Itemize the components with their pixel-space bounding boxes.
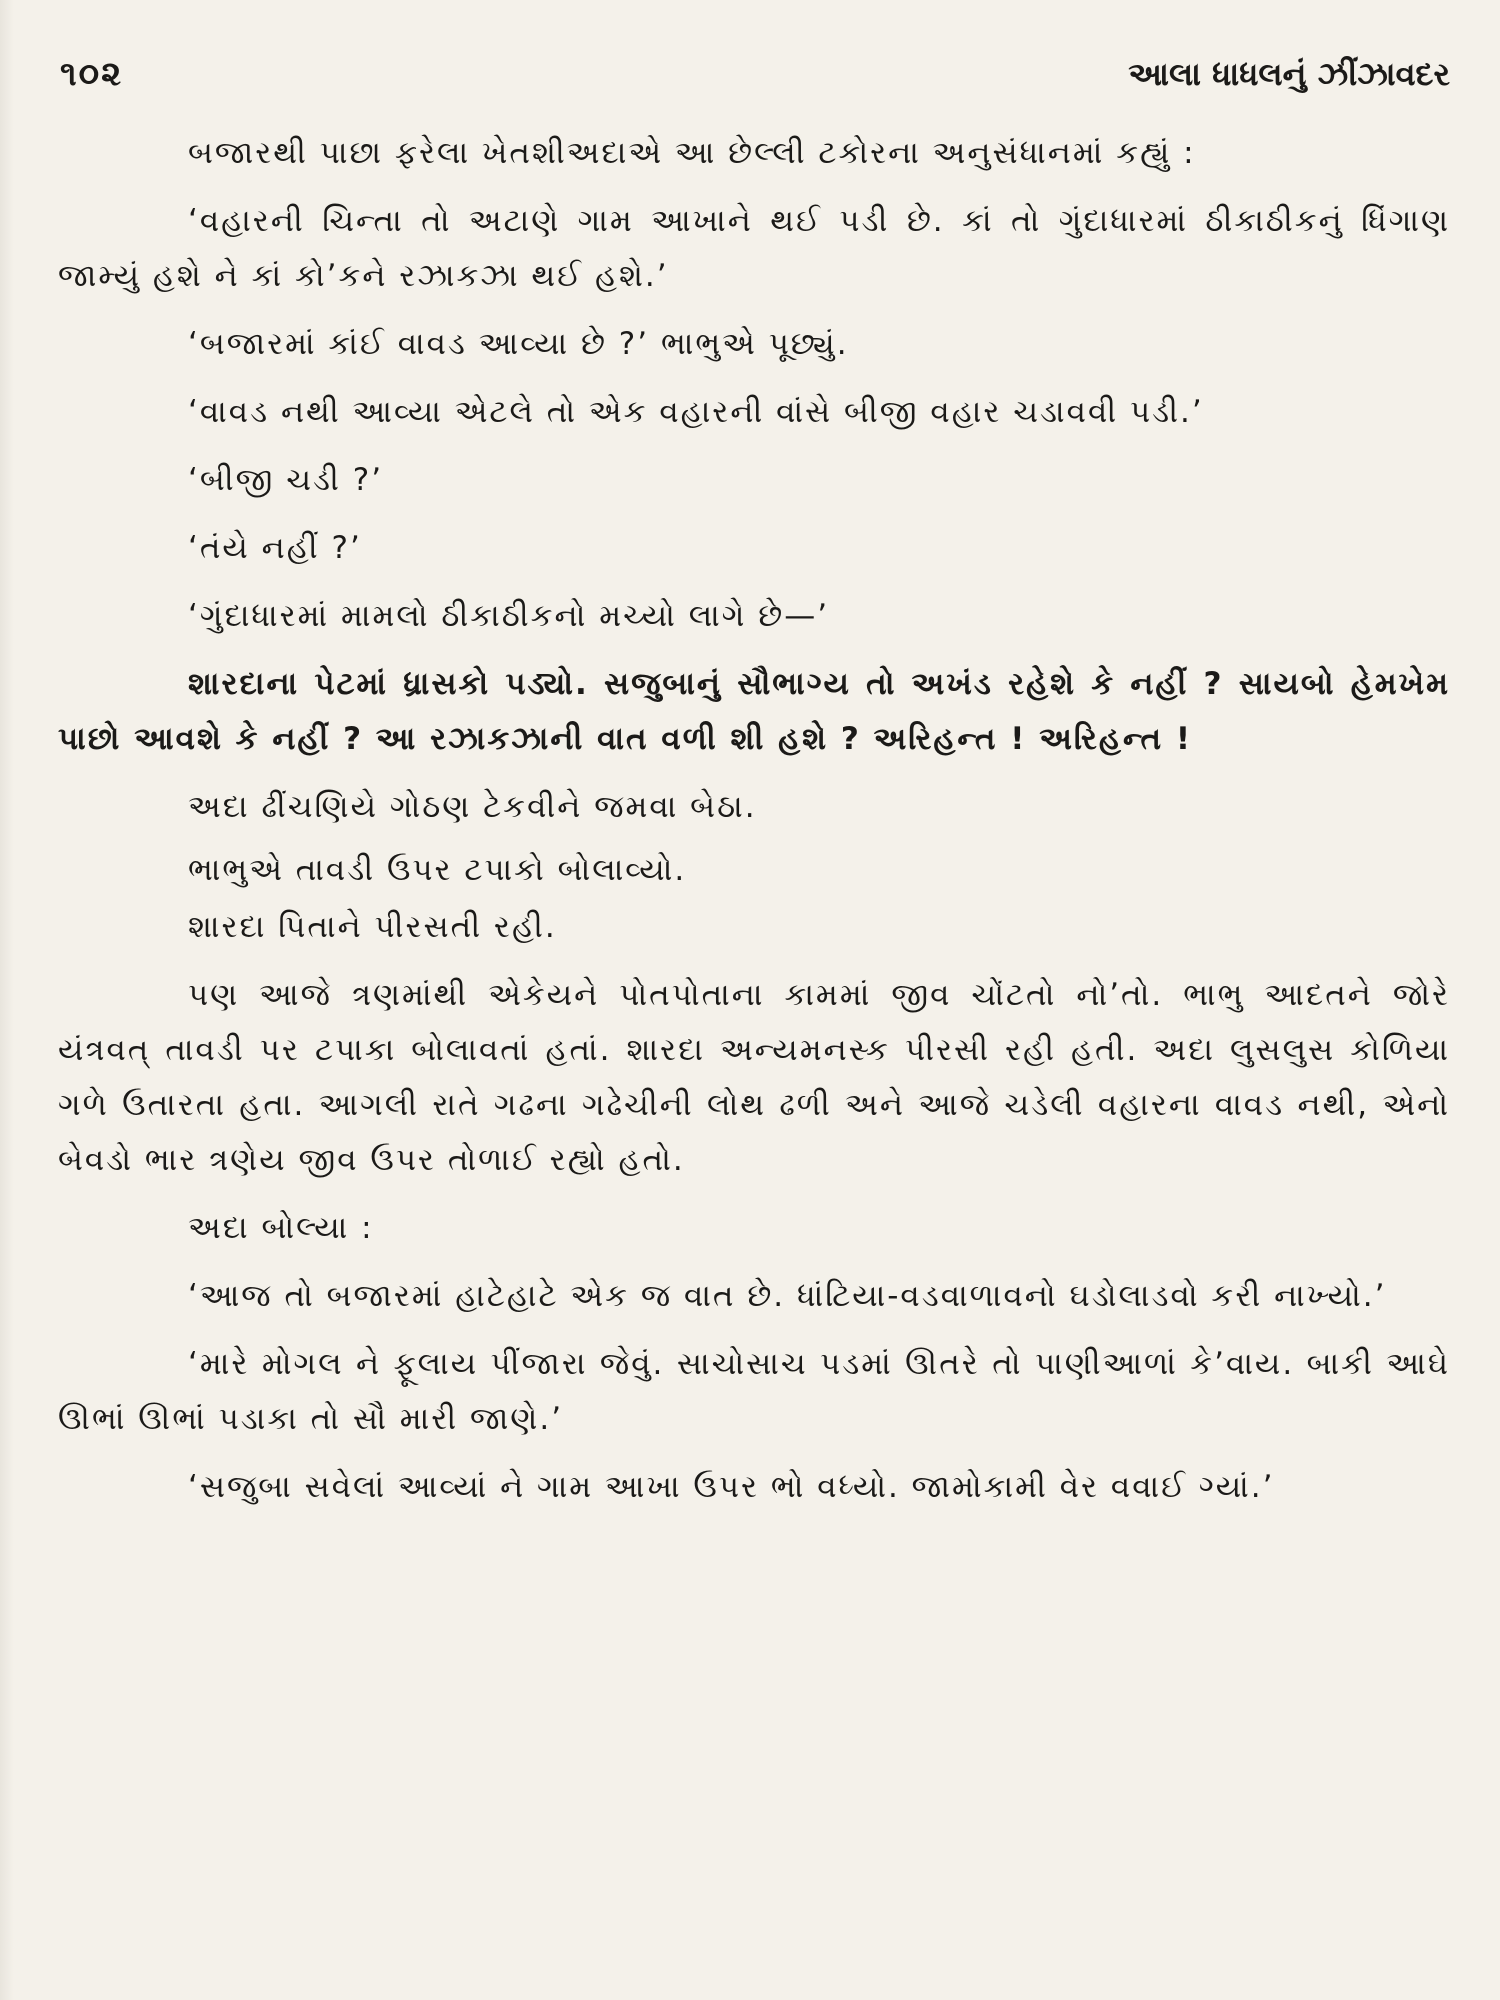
paragraph: શારદા પિતાને પીરસતી રહી. [188, 909, 557, 945]
paragraph: પણ આજે ત્રણમાંથી એકેયને પોતપોતાના કામમાં જીવ ચોંટતો નો’તો. ભાભુ આદતને જોરે યંત્રવત્ તાવડી પર ટપાકા બોલાવતાં હતાં. શારદા અન્યમનસ્ક પીરસી રહી હતી. અદા લુસલુસ કોળિયા ગળે ઉતારતા હતા. આગલી રાતે ગઢના ગઢેચીની લોથ ઢળી અને આજે ચડેલી વહારના વાવડ નથી, એનો બેવડો ભાર ત્રણેય જીવ ઉપર તોળાઈ રહ્યો હતો. [58, 977, 1450, 1178]
dialogue-line: ‘બજારમાં કાંઈ વાવડ આવ્યા છે ?’ ભાભુએ પૂછ્યું. [188, 326, 849, 362]
paragraph: બજારથી પાછા ફરેલા ખેતશીઅદાએ આ છેલ્લી ટકોરના અનુસંધાનમાં કહ્યું : [188, 135, 1196, 171]
page-number: ૧૦૨ [60, 54, 124, 94]
body-text [58, 126, 1450, 1528]
paragraph: ભાભુએ તાવડી ઉપર ટપાકો બોલાવ્યો. [188, 852, 687, 888]
running-title: આલા ધાધલનું ઝીંઝાવદર [1128, 54, 1450, 93]
dialogue-line: ‘બીજી ચડી ?’ [188, 462, 384, 498]
paragraph: અદા બોલ્યા : [188, 1210, 374, 1246]
dialogue-line: ‘સજુબા સવેલાં આવ્યાં ને ગામ આખા ઉપર ભો વધ્યો. જામોકામી વેર વવાઈ ગ્યાં.’ [188, 1469, 1275, 1505]
dialogue-line: ‘તંયે નહીં ?’ [188, 530, 362, 566]
page-header [60, 44, 1450, 104]
dialogue-line: ‘વહારની ચિન્તા તો અટાણે ગામ આખાને થઈ પડી છે. કાં તો ગુંદાધારમાં ઠીકાઠીકનું ધિંગાણ જામ્યું હશે ને કાં કો’કને રઝાકઝા થઈ હશે.’ [58, 203, 1450, 294]
dialogue-line: ‘વાવડ નથી આવ્યા એટલે તો એક વહારની વાંસે બીજી વહાર ચડાવવી પડી.’ [188, 394, 1204, 430]
dialogue-line: ‘મારે મોગલ ને ફૂલાય પીંજારા જેવું. સાચોસાચ પડમાં ઊતરે તો પાણીઆળાં કે’વાય. બાકી આઘે ઊભાં ઊભાં પડાકા તો સૌ મારી જાણે.’ [58, 1346, 1450, 1437]
dialogue-line: ‘આજ તો બજારમાં હાટેહાટે એક જ વાત છે. ધાંટિયા-વડવાળાવનો ઘડોલાડવો કરી નાખ્યો.’ [188, 1278, 1387, 1314]
paragraph: શારદાના પેટમાં ધ્રાસકો પડ્યો. સજુબાનું સૌભાગ્ય તો અખંડ રહેશે કે નહીં ? સાયબો હેમખેમ પાછો આવશે કે નહીં ? આ રઝાકઝાની વાત વળી શી હશે ? અરિહન્ત ! અરિહન્ત ! [58, 666, 1450, 757]
paragraph: અદા ઢીંચણિયે ગોઠણ ટેકવીને જમવા બેઠા. [188, 789, 757, 825]
dialogue-line: ‘ગુંદાધારમાં મામલો ઠીકાઠીકનો મચ્યો લાગે છે—’ [188, 598, 830, 634]
